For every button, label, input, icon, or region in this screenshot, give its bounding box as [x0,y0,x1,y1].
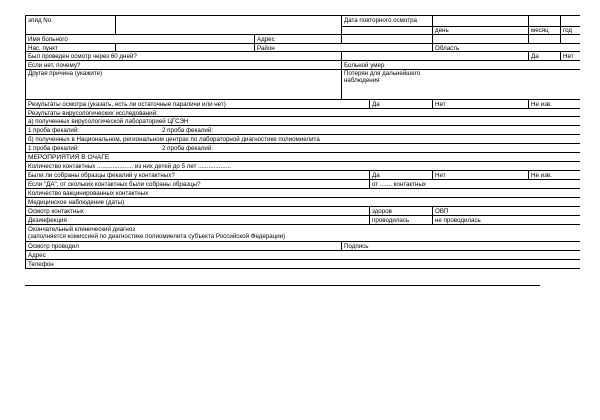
followup-form [25,15,580,270]
patient-name-label: Имя больного [28,36,68,43]
day-label: день [435,27,449,34]
rule [528,99,529,108]
exam60-no: Нет [563,53,574,60]
rule [115,43,116,51]
examined-by: Осмотр проводил [28,243,79,250]
rule [25,215,580,216]
rule [25,99,580,100]
results-no: Нет [435,101,446,108]
outbreak-heading: МЕРОПРИЯТИЯ В ОЧАГЕ [28,154,110,161]
rule [25,170,580,171]
region-label: Область [435,45,460,52]
med-observation: Медицинское наблюдение (даты) [28,199,125,206]
address-label: Адрес [257,36,275,43]
rule [25,241,580,242]
rule [25,34,341,35]
epid-no-label: эпид No. [28,17,53,24]
rule [25,69,580,70]
rule [25,125,580,126]
results-label: Результаты осмотра (указать, есть ли остаточные параличи или нет) [28,101,226,108]
rule [369,170,370,188]
rule [25,15,26,269]
rule [25,15,580,16]
samples-unknown: Не изв. [531,172,552,179]
samples-collected: Были ли собраны образцы фекалий у контактных? [28,172,175,179]
contacts-exam: Осмотр контактных [28,208,84,215]
rule [25,250,580,251]
disinfection-done: проводилась [372,217,410,224]
repeat-exam-date-label: Дата повторного осмотра [344,17,417,24]
month-label: месяц [531,27,549,34]
rule [560,51,561,60]
lost-to-followup: Потерян для дальнейшего наблюдения [344,70,421,84]
samples-no: Нет [435,172,446,179]
contacts-count: Количество контактных ..................... из них детей до 5 лет ................... [28,163,231,170]
rule [369,99,370,108]
if-no-why: Если нет, почему? [28,62,81,69]
rule [25,206,580,207]
patient-died: Больной умер [344,62,385,69]
final-diagnosis: Окончательный клинический диагноз [28,226,136,233]
rule [25,224,580,225]
exam60-yes: Да [531,53,539,60]
rule [341,34,580,35]
virology-b-label: б) полученных в Национальном, региональном центрах по лабораторной диагностике полиомиелита [28,136,320,143]
healthy: здоров [372,208,392,215]
if-yes-how-many: Если "ДА", от скольких контактных были собраны образцы? [28,181,201,188]
results-unknown: Не изв. [531,101,552,108]
rule [25,51,580,52]
vaccinated-count: Количество вакцинированных контактных [28,190,149,197]
phone-field: Телефон [28,261,54,268]
rule [25,108,580,109]
disinfection: Дезинфекция [28,217,67,224]
rule [115,15,116,34]
other-reason: Другая причина (укажите) [28,70,103,77]
rule [528,51,529,60]
rule [528,15,529,43]
rule [25,134,580,135]
rule [25,43,580,44]
bottom-rule [25,285,540,286]
rule [25,143,580,144]
rule [341,60,342,99]
district-label: Район [257,45,275,52]
rule [432,15,433,43]
rule [528,170,529,179]
rule [432,43,433,51]
settlement-label: Нас. пункт [28,45,58,52]
rule [25,197,580,198]
rule [25,259,580,260]
rule [560,15,561,43]
virology-b-sample2: 2 проба фекалий: [162,145,214,152]
rule [25,268,580,269]
rule [369,206,370,224]
samples-yes: Да [372,172,380,179]
rule [25,179,580,180]
rule [341,241,342,250]
virology-label: Результаты вирусологических исследований: [28,110,158,117]
virology-b-sample1: 1 проба фекалий: [28,145,80,152]
avp: ОВП [435,208,449,215]
rule [432,99,433,108]
rule [341,15,342,43]
results-yes: Да [372,101,380,108]
virology-a-sample2: 2 проба фекалий: [162,127,214,134]
rule [25,152,580,153]
rule [25,161,580,162]
exam60-question: Был проведен осмотр через 60 дней? [28,53,137,60]
from-contacts: от ....... контактных [372,181,427,188]
rule [25,188,580,189]
rule [432,206,433,224]
rule [254,34,255,51]
rule [25,60,580,61]
rule [432,170,433,179]
disinfection-not-done: не проводилась [435,217,481,224]
virology-a-label: а) полученных вирусологической лабораторией ЦГСЭН [28,118,189,125]
address-field: Адрес [28,252,46,259]
signature: Подпись [344,243,369,250]
final-diagnosis-note: (заполняется комиссией по диагностике полиомиелита субъекта Российской Федерации) [28,233,286,240]
rule [341,51,342,60]
year-label: год [563,27,573,34]
virology-a-sample1: 1 проба фекалий: [28,127,80,134]
